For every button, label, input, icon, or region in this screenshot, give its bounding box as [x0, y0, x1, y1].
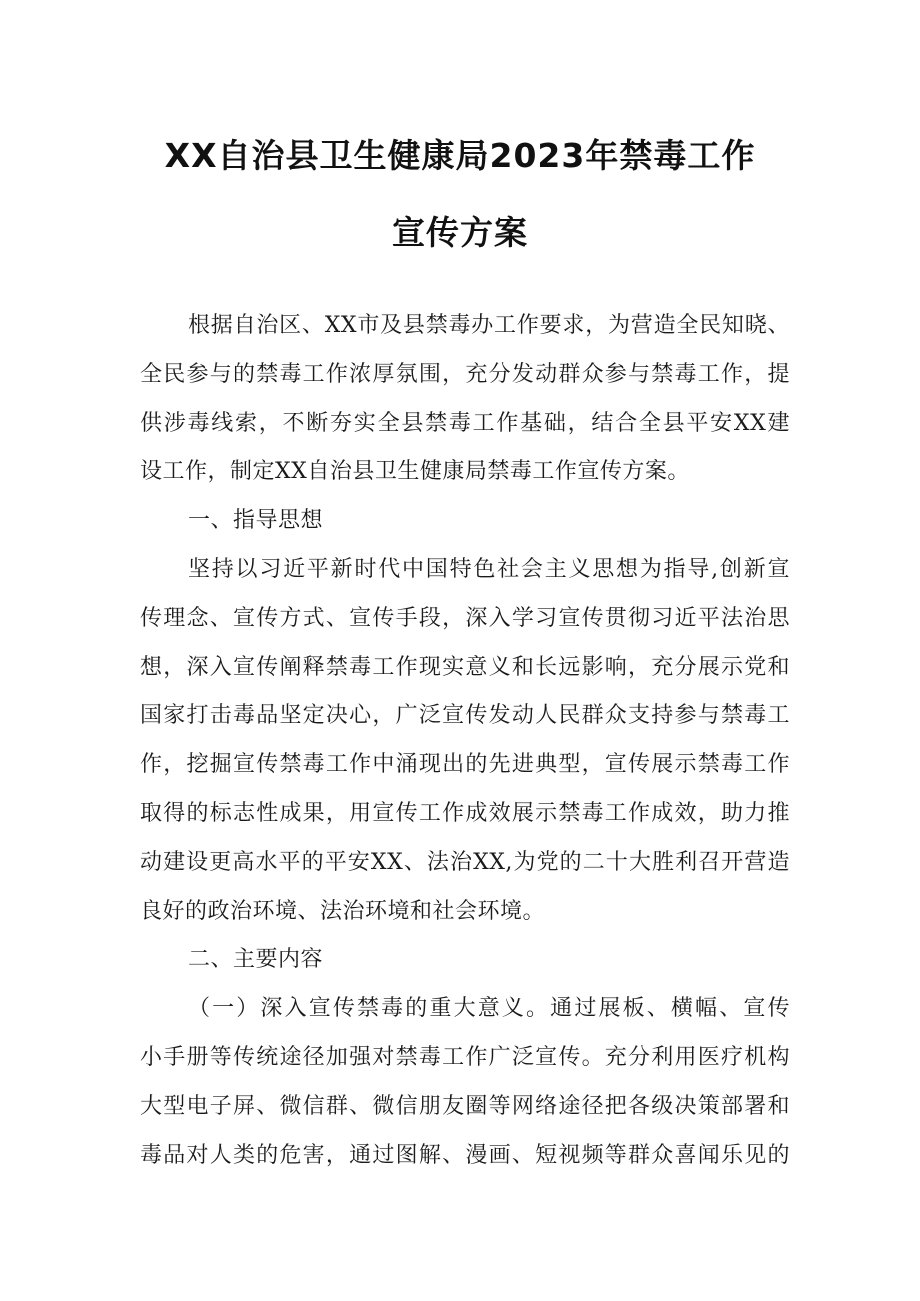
body-line: 根据自治区、XX市及县禁毒办工作要求，为营造全民知晓、 — [188, 313, 790, 338]
body-line: 二、主要内容 — [188, 947, 324, 973]
body-line: 供涉毒线索，不断夯实全县禁毒工作基础，结合全县平安XX建 — [140, 410, 790, 436]
body-line: 动建设更高水平的平安XX、法治XX,为党的二十大胜利召开营造 — [140, 849, 790, 875]
body-line: 传理念、宣传方式、宣传手段，深入学习宣传贯彻习近平法治思 — [140, 605, 790, 631]
body-line: 全民参与的禁毒工作浓厚氛围，充分发动群众参与禁毒工作，提 — [140, 361, 790, 387]
body-line: 一、指导思想 — [188, 508, 324, 534]
body-line: 毒品对人类的危害，通过图解、漫画、短视频等群众喜闻乐见的 — [140, 1142, 790, 1168]
body-line: 大型电子屏、微信群、微信朋友圈等网络途径把各级决策部署和 — [140, 1093, 790, 1119]
document-title-line-2: 宣传方案 — [392, 213, 528, 252]
body-line: 坚持以习近平新时代中国特色社会主义思想为指导,创新宣 — [188, 556, 790, 582]
body-line: 想，深入宣传阐释禁毒工作现实意义和长远影响，充分展示党和 — [140, 654, 790, 680]
body-line: 良好的政治环境、法治环境和社会环境。 — [140, 898, 546, 924]
body-line: 小手册等传统途径加强对禁毒工作广泛宣传。充分利用医疗机构 — [140, 1044, 790, 1070]
body-line: 作，挖掘宣传禁毒工作中涌现出的先进典型，宣传展示禁毒工作 — [140, 752, 790, 778]
body-line: 国家打击毒品坚定决心，广泛宣传发动人民群众支持参与禁毒工 — [140, 703, 790, 729]
body-line: 设工作，制定XX自治县卫生健康局禁毒工作宣传方案。 — [140, 459, 690, 485]
body-line: （一）深入宣传禁毒的重大意义。通过展板、横幅、宣传 — [188, 996, 790, 1022]
document-body — [140, 302, 790, 1180]
document-title-line-1: XX自治县卫生健康局2023年禁毒工作 — [164, 136, 756, 175]
body-line: 取得的标志性成果，用宣传工作成效展示禁毒工作成效，助力推 — [140, 800, 790, 826]
